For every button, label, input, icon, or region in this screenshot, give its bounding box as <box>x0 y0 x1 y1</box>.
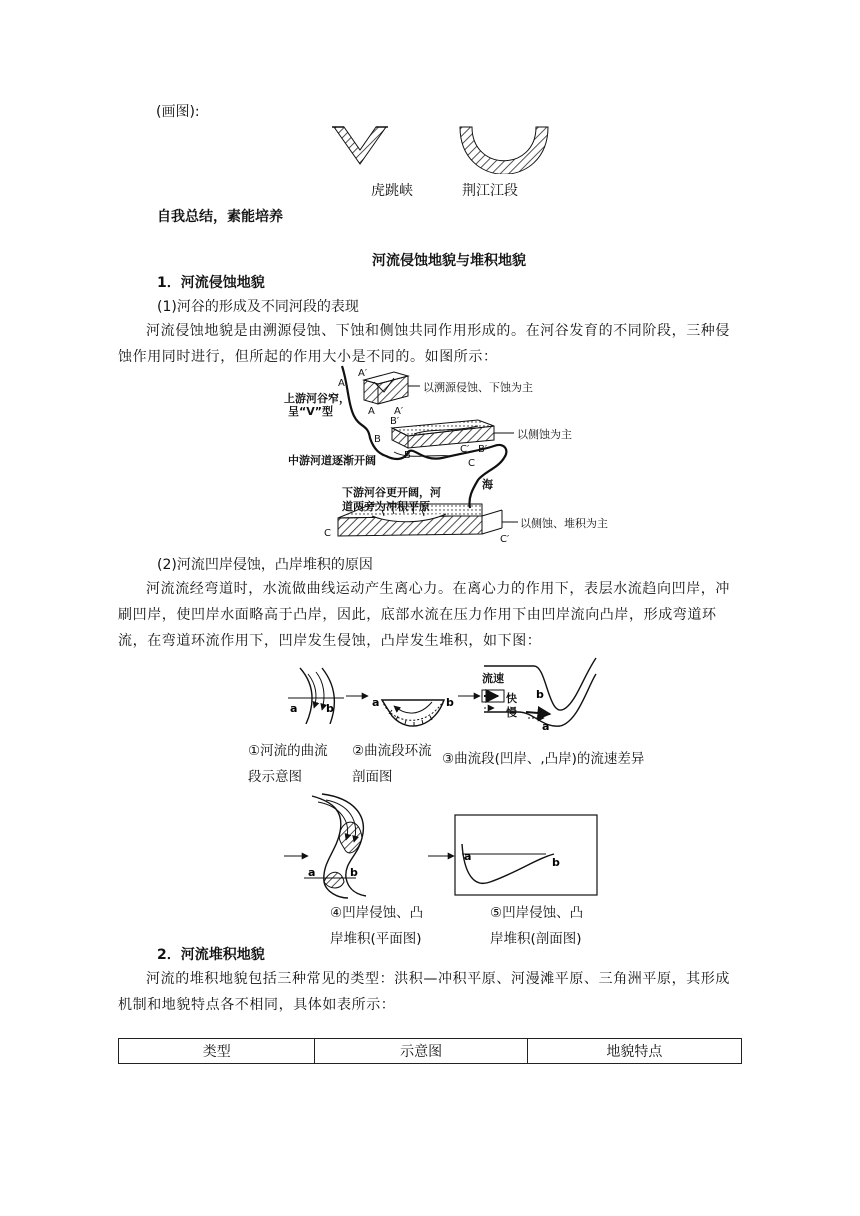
draw-note: (画图): <box>156 104 200 120</box>
pt-a-1: a <box>290 702 298 715</box>
section-title: 河流侵蚀地貌与堆积地貌 <box>372 253 526 269</box>
point-a-bottom: A <box>368 406 375 417</box>
part2-paragraph: 河流的堆积地貌包括三种常见的类型：洪积—冲积平原、河漫滩平原、三角洲平原，其形成机制和地貌特点各不相同，具体如表所示： <box>118 971 730 1013</box>
caption-3: ③曲流段(凹岸、,凸岸)的流速差异 <box>442 751 645 767</box>
v-valley-label: 虎跳峡 <box>371 183 413 199</box>
pt-b-1: b <box>326 702 334 715</box>
part1-subheading-2: (2)河流凹岸侵蚀，凸岸堆积的原因 <box>157 557 373 573</box>
point-c-prime: C′ <box>460 444 470 455</box>
arrow-4-5 <box>428 850 456 862</box>
point-b-prime: B′ <box>390 416 400 427</box>
deposition-table <box>118 1038 742 1064</box>
middle-note: 以侧蚀为主 <box>517 428 572 441</box>
lower-label-1: 下游河谷更开阔，河 <box>342 486 441 499</box>
point-c-left: C <box>324 528 331 539</box>
part2-heading: 2．河流堆积地貌 <box>157 947 265 963</box>
part1-heading: 1．河流侵蚀地貌 <box>157 275 265 291</box>
upper-block <box>364 372 408 404</box>
part1-subheading-1: (1)河谷的形成及不同河段的表现 <box>157 299 359 315</box>
sea-label: 海 <box>482 478 493 491</box>
pt-b-3: b <box>536 688 544 701</box>
summary-line: 自我总结，素能培养 <box>157 209 283 225</box>
upper-label-2: 呈“V”型 <box>288 405 333 418</box>
erosion-section-figure <box>454 814 600 898</box>
pt-a-2: a <box>372 696 380 709</box>
caption-2: ②曲流段环流剖面图 <box>352 743 432 785</box>
point-b-prime-right: B′ <box>478 444 488 455</box>
pt-a-5: a <box>464 850 472 863</box>
pt-a-3: a <box>542 720 550 730</box>
point-b-bottom: B <box>404 450 411 461</box>
u-valley-label: 荆江江段 <box>462 183 518 199</box>
circulation-section-figure <box>370 680 460 740</box>
speed-difference-figure <box>478 656 598 730</box>
pt-a-4: a <box>308 866 316 879</box>
speed-top: 流速 <box>482 672 504 685</box>
table-header-features: 地貌特点 <box>527 1039 741 1064</box>
part1-paragraph-2: 河流流经弯道时，水流做曲线运动产生离心力。在离心力的作用下，表层水流趋向凹岸，冲刷凹岸，使凹岸水面略高于凸岸，因此，底部水流在压力作用下由凹岸流向凸岸，形成弯道环流，在弯道环流作用下，凹岸发生侵蚀，凸岸发生堆积，如下图： <box>118 581 730 649</box>
pt-b-4: b <box>350 866 358 879</box>
v-valley-sketch <box>330 124 390 169</box>
middle-label: 中游河道逐渐开阔 <box>288 454 376 467</box>
lower-note: 以侧蚀、堆积为主 <box>520 517 608 530</box>
caption-5: ⑤凹岸侵蚀、凸岸堆积(剖面图) <box>490 905 584 947</box>
erosion-plan-figure <box>282 792 378 900</box>
valley-development-figure <box>282 364 612 550</box>
upper-note: 以溯源侵蚀、下蚀为主 <box>423 381 533 394</box>
point-a-prime: A′ <box>358 368 368 379</box>
caption-1: ①河流的曲流段示意图 <box>248 743 328 785</box>
point-c: C <box>468 458 475 469</box>
table-header-diagram: 示意图 <box>315 1039 527 1064</box>
table-header-type: 类型 <box>119 1039 315 1064</box>
part1-paragraph-1: 河流侵蚀地貌是由溯源侵蚀、下蚀和侧蚀共同作用形成的。在河谷发育的不同阶段，三种侵蚀作用同时进行，但所起的作用大小是不同的。如图所示： <box>118 323 730 365</box>
caption-4: ④凹岸侵蚀、凸岸堆积(平面图) <box>330 905 424 947</box>
meander-plan-figure <box>286 666 346 724</box>
point-c-prime-right: C′ <box>500 534 510 545</box>
lower-label-2: 道两旁为冲积平原 <box>342 500 430 513</box>
table-header-row <box>119 1039 742 1064</box>
u-valley-sketch <box>456 124 552 174</box>
upper-label-1: 上游河谷窄， <box>284 392 350 405</box>
point-b: B <box>374 434 381 445</box>
arrow-1-2 <box>346 690 370 702</box>
pt-b-5: b <box>552 856 560 869</box>
speed-slow: 慢 <box>506 706 517 719</box>
point-a: A <box>338 378 345 389</box>
point-a-prime-bottom: A′ <box>394 406 404 417</box>
speed-fast: 快 <box>506 692 517 705</box>
pt-b-2: b <box>446 696 454 709</box>
